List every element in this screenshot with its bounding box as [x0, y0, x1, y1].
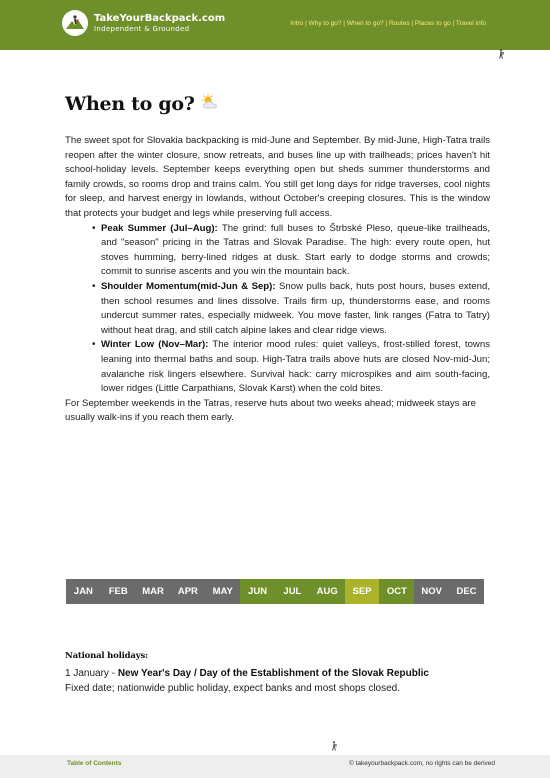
month-cell-aug: AUG — [310, 579, 345, 604]
page-title: When to go? — [65, 93, 195, 115]
nav-link-travel-info[interactable]: Travel info — [455, 20, 486, 27]
sun-behind-cloud-icon — [201, 94, 219, 115]
month-season-bar — [66, 579, 484, 604]
holiday-name: New Year's Day / Day of the Establishment of the Slovak Republic — [117, 668, 429, 679]
holiday-date: 1 January - — [65, 668, 118, 679]
season-text: The grind: full buses to Štrbské Pleso, queue-like trailheads, and "season" pricing in the Tatras and Slovak Paradise. The high: every route open, hut stoves humming, berry-lined ridges at dusk. Start early to dodge storms and crowds; commit to sunrise ascents and you win the mountain back. — [101, 222, 490, 278]
brand-name: TakeYourBackpack.com — [94, 12, 226, 24]
list-item — [101, 222, 490, 280]
top-nav: Intro | Why to go? | When to go? | Routes | Places to go | Travel info — [290, 20, 486, 27]
season-list — [101, 222, 490, 397]
main-content — [65, 134, 490, 426]
holiday-description: Fixed date; nationwide public holiday, expect banks and most shops closed. — [65, 683, 401, 694]
month-cell-feb: FEB — [101, 579, 136, 604]
brand-logo[interactable] — [62, 10, 225, 36]
brand-tagline: Independent & Grounded — [94, 24, 190, 33]
page-title-row — [65, 93, 219, 115]
page-footer — [0, 755, 550, 778]
holidays-heading: National holidays: — [65, 651, 148, 661]
holidays-section — [65, 651, 495, 696]
hiker-icon — [497, 46, 505, 64]
backpacker-logo-icon — [62, 10, 88, 36]
season-label: Shoulder Momentum(mid-Jun & Sep): — [101, 280, 276, 292]
month-cell-sep: SEP — [345, 579, 380, 604]
list-item — [101, 280, 490, 338]
month-cell-apr: APR — [170, 579, 205, 604]
month-cell-mar: MAR — [136, 579, 171, 604]
nav-link-why[interactable]: Why to go? — [308, 20, 342, 27]
footer-hiker-icon — [330, 738, 338, 756]
list-item — [101, 338, 490, 396]
month-cell-jan: JAN — [66, 579, 101, 604]
intro-paragraph: The sweet spot for Slovakia backpacking is mid-June and September. By mid-June, High-Tatra trails reopen after the winter closure, snow retreats, and buses line up with trailheads; prices haven't hit school-holiday levels. September keeps everything open but sheds summer thunderstorms and family crowds, so rooms drop and trains calm. You still get long days for ridge traverses, cool nights for sleep, and harvest energy in lowlands, without October's creeping closures. This is the window that protects your budget and legs while preserving full access. — [65, 135, 490, 219]
table-of-contents-link[interactable]: Table of Contents — [67, 760, 122, 767]
month-cell-dec: DEC — [449, 579, 484, 604]
season-label: Peak Summer (Jul–Aug): — [101, 222, 218, 234]
page-header — [0, 0, 550, 50]
month-cell-jun: JUN — [240, 579, 275, 604]
season-text: The interior mood rules: quiet valleys, frost-stilled forest, towns leaning into thermal baths and soup. High-Tatra trails above huts are closed Nov-mid-Jun; avalanche risk lingers elsewhere. Survival hack: carry microspikes and aim south-facing, lower ridges (Little Carpathians, Slovak Karst) when the cold bites. — [101, 339, 490, 395]
season-text: Snow pulls back, huts post hours, buses extend, then school resumes and lines dissolve. Trails firm up, thunderstorms ease, and rooms undercut summer rates, especially midweek. You move faster, link ranges (Fatra to Tatry) without heat drag, and still catch alpine lakes and clear ridge views. — [101, 280, 490, 336]
outro-paragraph: For September weekends in the Tatras, reserve huts about two weeks ahead; midweek stays are usually walk-ins if you reach them early. — [65, 397, 476, 424]
season-label: Winter Low (Nov–Mar): — [101, 339, 209, 351]
month-cell-nov: NOV — [414, 579, 449, 604]
month-cell-jul: JUL — [275, 579, 310, 604]
nav-link-intro[interactable]: Intro — [290, 20, 304, 27]
holiday-title-line — [65, 666, 495, 681]
month-cell-oct: OCT — [379, 579, 414, 604]
nav-link-places[interactable]: Places to go — [414, 20, 451, 27]
copyright-text: © takeyourbackpack.com, no rights can be derived — [348, 760, 495, 767]
month-cell-may: MAY — [205, 579, 240, 604]
nav-link-when[interactable]: When to go? — [346, 20, 384, 27]
nav-link-routes[interactable]: Routes — [388, 20, 410, 27]
